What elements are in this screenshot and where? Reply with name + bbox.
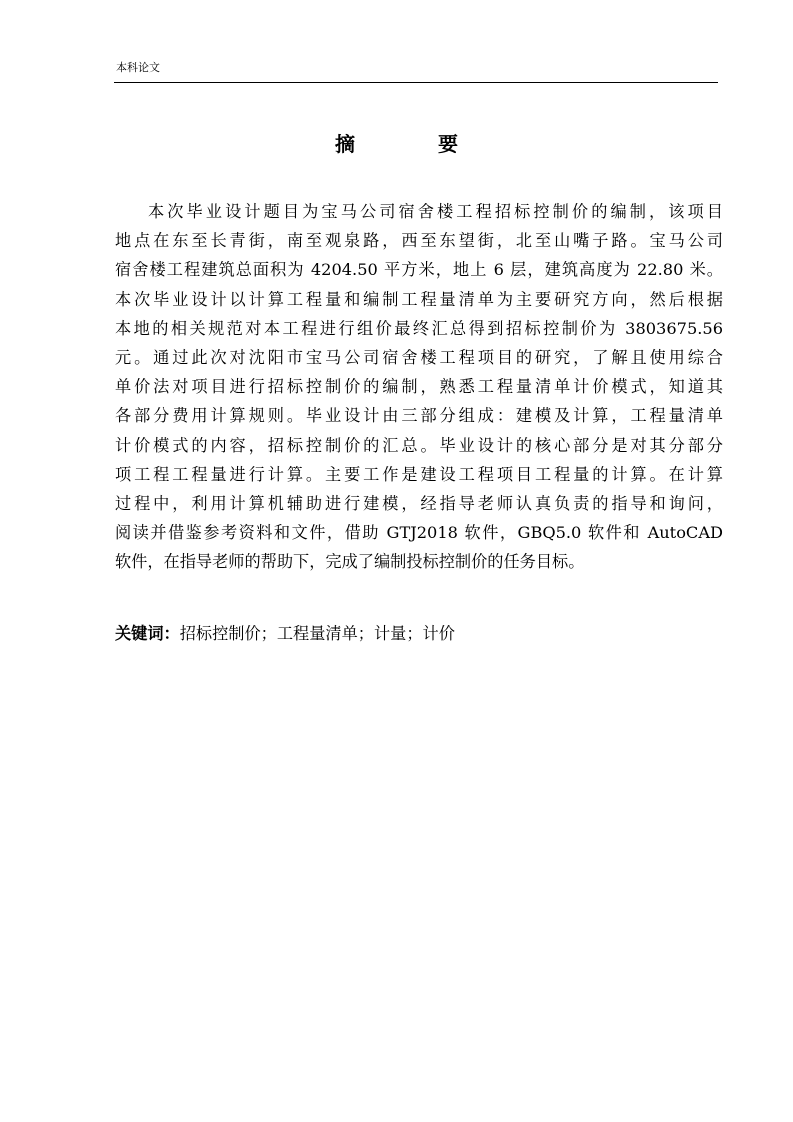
abstract-line: 计价模式的内容，招标控制价的汇总。毕业设计的核心部分是对其分部分 <box>115 435 723 455</box>
header-text: 本科论文 <box>116 61 160 74</box>
abstract-line: 过程中，利用计算机辅助进行建模，经指导老师认真负责的指导和询问， <box>115 494 723 514</box>
abstract-line: 本次毕业设计以计算工程量和编制工程量清单为主要研究方向，然后根据 <box>115 289 723 309</box>
keywords-value: 招标控制价；工程量清单；计量；计价 <box>179 624 455 643</box>
abstract-line: 元。通过此次对沈阳市宝马公司宿舍楼工程项目的研究，了解且使用综合 <box>115 348 723 368</box>
abstract-line: 单价法对项目进行招标控制价的编制，熟悉工程量清单计价模式，知道其 <box>115 377 723 397</box>
keywords <box>115 619 455 648</box>
header-divider <box>114 82 718 83</box>
abstract-line: 项工程工程量进行计算。主要工作是建设工程项目工程量的计算。在计算 <box>115 464 723 484</box>
abstract-line: 阅读并借鉴参考资料和文件，借助 GTJ2018 软件，GBQ5.0 软件和 AutoCAD <box>115 523 723 543</box>
abstract-line: 宿舍楼工程建筑总面积为 4204.50 平方米，地上 6 层，建筑高度为 22.80 米。 <box>115 260 723 280</box>
keywords-label: 关键词： <box>115 624 180 643</box>
abstract-body <box>115 197 723 577</box>
abstract-line: 软件，在指导老师的帮助下，完成了编制投标控制价的任务目标。 <box>115 552 585 572</box>
abstract-line: 本地的相关规范对本工程进行组价最终汇总得到招标控制价为 3803675.56 <box>115 318 723 338</box>
abstract-line: 地点在东至长青街，南至观泉路，西至东望街，北至山嘴子路。宝马公司 <box>115 231 723 251</box>
abstract-line: 本次毕业设计题目为宝马公司宿舍楼工程招标控制价的编制，该项目 <box>148 202 723 221</box>
abstract-line: 各部分费用计算规则。毕业设计由三部分组成：建模及计算，工程量清单 <box>115 406 723 426</box>
page-title: 摘 要 <box>335 132 496 156</box>
